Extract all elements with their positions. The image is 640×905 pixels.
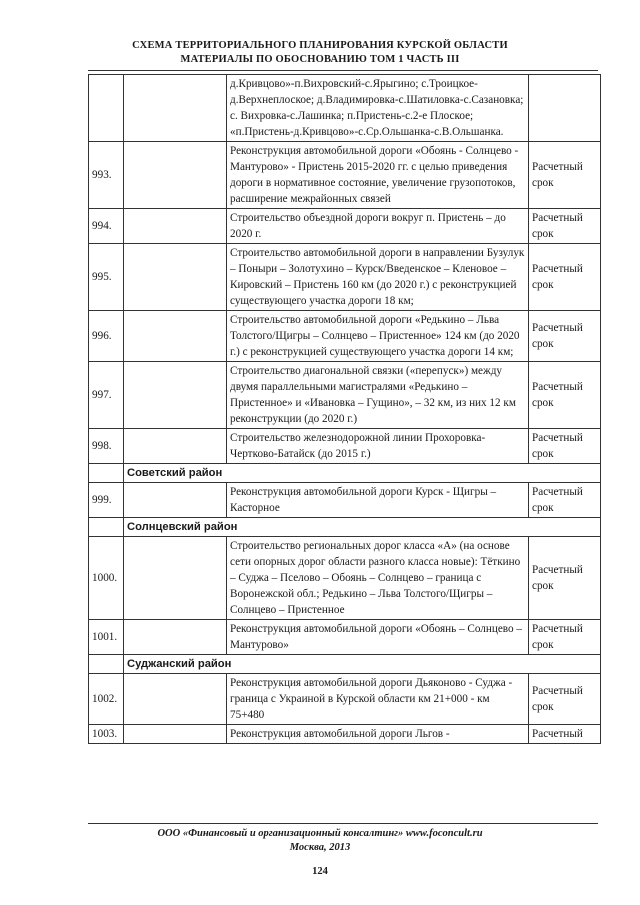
row-number: 999. xyxy=(89,483,124,518)
row-blank-cell xyxy=(124,674,227,725)
row-description: Строительство автомобильной дороги в направлении Бузулук – Поныри – Золотухино – Курск/Введенское – Кленовое – Кировский – Пристень 160 км (до 2020 г.) с реконструкцией существующего участка дороги 18 км; xyxy=(227,244,529,311)
row-blank-cell xyxy=(124,209,227,244)
table-row xyxy=(89,725,601,744)
row-term: Расчетный срок xyxy=(529,311,601,362)
page-number: 124 xyxy=(312,866,328,877)
table-row xyxy=(89,244,601,311)
section-number-cell xyxy=(89,464,124,483)
row-blank-cell xyxy=(124,537,227,620)
row-number: 998. xyxy=(89,429,124,464)
header-divider xyxy=(88,70,598,71)
row-term xyxy=(529,75,601,142)
document-header-title: СХЕМА ТЕРРИТОРИАЛЬНОГО ПЛАНИРОВАНИЯ КУРСКОЙ ОБЛАСТИ xyxy=(132,40,508,51)
section-row xyxy=(89,518,601,537)
row-term: Расчетный срок xyxy=(529,244,601,311)
row-term: Расчетный срок xyxy=(529,537,601,620)
table-row xyxy=(89,620,601,655)
row-blank-cell xyxy=(124,311,227,362)
row-number: 1003. xyxy=(89,725,124,744)
section-title: Советский район xyxy=(124,464,601,483)
table-row xyxy=(89,311,601,362)
table-row xyxy=(89,209,601,244)
footer-city-year: Москва, 2013 xyxy=(289,842,351,853)
section-number-cell xyxy=(89,518,124,537)
measures-table-body xyxy=(89,75,601,744)
row-description: Реконструкция автомобильной дороги «Обоянь – Солнцево – Мантурово» xyxy=(227,620,529,655)
section-row xyxy=(89,464,601,483)
row-number: 994. xyxy=(89,209,124,244)
row-description: Строительство региональных дорог класса «А» (на основе сети опорных дорог области разного класса новые): Тёткино – Суджа – Пселово – Обоянь – Солнцево – граница с Воронежской обл.; Редькино – Льва Толстого/Щигры – Солнцево – Пристенное xyxy=(227,537,529,620)
row-term: Расчетный срок xyxy=(529,483,601,518)
row-description: Реконструкция автомобильной дороги Льгов - xyxy=(227,725,529,744)
row-blank-cell xyxy=(124,75,227,142)
row-blank-cell xyxy=(124,429,227,464)
row-blank-cell xyxy=(124,725,227,744)
section-number-cell xyxy=(89,655,124,674)
table-row xyxy=(89,674,601,725)
row-number: 1000. xyxy=(89,537,124,620)
row-description: Строительство объездной дороги вокруг п. Пристень – до 2020 г. xyxy=(227,209,529,244)
row-number: 1001. xyxy=(89,620,124,655)
row-term: Расчетный срок xyxy=(529,362,601,429)
row-blank-cell xyxy=(124,362,227,429)
row-description: Строительство диагональной связки («перепуск») между двумя параллельными магистралями «Редькино – Пристенное» и «Ивановка – Гущино», – 32 км, из них 12 км реконструкции (до 2020 г.) xyxy=(227,362,529,429)
table-row xyxy=(89,483,601,518)
row-term: Расчетный срок xyxy=(529,429,601,464)
table-row xyxy=(89,75,601,142)
row-term: Расчетный срок xyxy=(529,620,601,655)
section-title: Солнцевский район xyxy=(124,518,601,537)
row-blank-cell xyxy=(124,244,227,311)
footer-divider xyxy=(88,823,598,824)
row-number: 995. xyxy=(89,244,124,311)
row-description: Реконструкция автомобильной дороги «Обоянь - Солнцево - Мантурово» - Пристень 2015-2020 гг. с целью приведения дороги в нормативное состояние, увеличение грузопотоков, расширение межрайонных связей xyxy=(227,142,529,209)
table-row xyxy=(89,537,601,620)
row-number: 993. xyxy=(89,142,124,209)
row-number: 996. xyxy=(89,311,124,362)
row-number: 997. xyxy=(89,362,124,429)
row-number: 1002. xyxy=(89,674,124,725)
table-row xyxy=(89,142,601,209)
row-description: д.Кривцово»-п.Вихровский-с.Ярыгино; с.Троицкое-д.Верхнеплоское; д.Владимировка-с.Шатиловка-с.Сазановка; с. Вихровка-с.Лашинка; п.Пристень-с.2-е Плоское; «п.Пристень-д.Кривцово»-с.Ср.Ольшанка-с.В.Ольшанка. xyxy=(227,75,529,142)
row-blank-cell xyxy=(124,620,227,655)
row-description: Строительство железнодорожной линии Прохоровка-Чертково-Батайск (до 2015 г.) xyxy=(227,429,529,464)
section-row xyxy=(89,655,601,674)
row-number xyxy=(89,75,124,142)
section-title: Суджанский район xyxy=(124,655,601,674)
row-blank-cell xyxy=(124,142,227,209)
row-description: Строительство автомобильной дороги «Редькино – Льва Толстого/Щигры – Солнцево – Пристенное» 124 км (до 2020 г.) с реконструкцией существующего участка дороги 14 км; xyxy=(227,311,529,362)
row-description: Реконструкция автомобильной дороги Дьяконово - Суджа - граница с Украиной в Курской области км 21+000 - км 75+480 xyxy=(227,674,529,725)
row-term: Расчетный xyxy=(529,725,601,744)
row-description: Реконструкция автомобильной дороги Курск - Щигры – Касторное xyxy=(227,483,529,518)
measures-table xyxy=(88,74,601,744)
row-blank-cell xyxy=(124,483,227,518)
row-term: Расчетный срок xyxy=(529,142,601,209)
table-row xyxy=(89,362,601,429)
table-row xyxy=(89,429,601,464)
document-header-subtitle: МАТЕРИАЛЫ ПО ОБОСНОВАНИЮ ТОМ 1 ЧАСТЬ III xyxy=(180,54,460,65)
row-term: Расчетный срок xyxy=(529,209,601,244)
row-term: Расчетный срок xyxy=(529,674,601,725)
footer-company: ООО «Финансовый и организационный консалтинг» www.foconcult.ru xyxy=(157,828,483,839)
